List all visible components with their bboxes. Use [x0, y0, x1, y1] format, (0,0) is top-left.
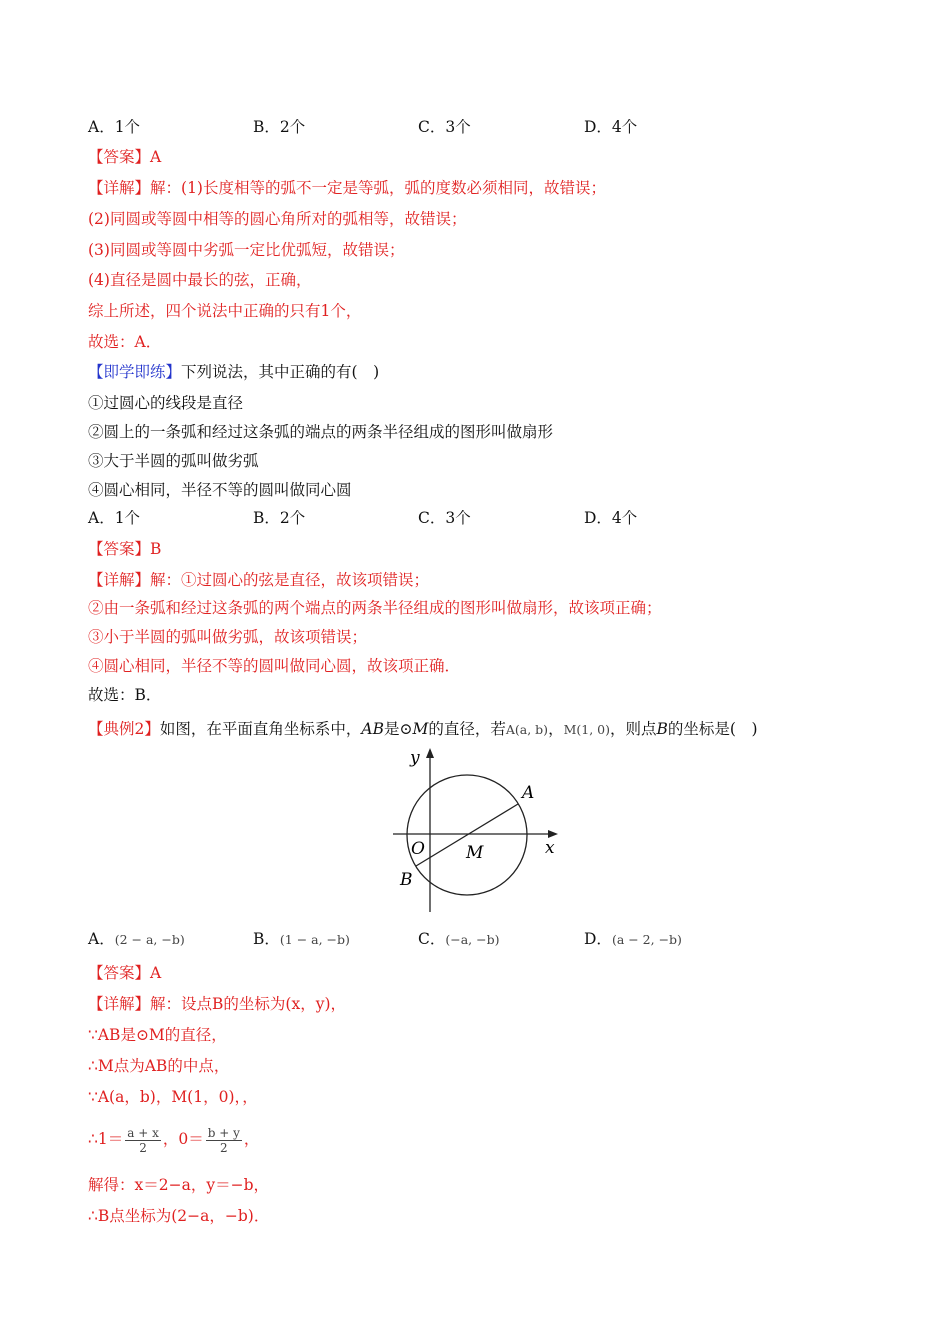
q1-detail-line: 综上所述，四个说法中正确的只有1个， [88, 302, 362, 320]
detail-tag: 【详解】 [88, 179, 151, 197]
y-axis-arrow [426, 748, 434, 758]
q1-detail-line: (2)同圆或等圆中相等的圆心角所对的弧相等，故错误； [88, 210, 467, 228]
coord-m: M(1, 0) [563, 722, 610, 737]
q2-detail-line: 【详解】解：①过圆心的弦是直径，故该项错误； [88, 571, 430, 589]
q3-stem: 【典例2】如图，在平面直角坐标系中，AB是⊙M的直径，若A(a, b)，M(1, 0)，则点B的坐标是( ) [88, 720, 758, 738]
q3-equation: ∴1＝ $\frac{a + x}{2}$ ，0＝ $\frac{b + y}{2}$ ， [88, 1125, 260, 1155]
q2-detail-line: ④圆心相同，半径不等的圆叫做同心圆，故该项正确． [88, 657, 461, 675]
label-x: x [545, 838, 555, 858]
label-o: O [411, 839, 425, 859]
answer-value: A [150, 148, 162, 166]
coordinate-figure [385, 743, 570, 918]
x-axis-arrow [548, 830, 558, 838]
q3-detail-line: ∵A(a，b)，M(1，0)，， [88, 1088, 258, 1106]
q2-option-c: C．3个 [418, 509, 471, 527]
q2-item: ③大于半圆的弧叫做劣弧 [88, 452, 259, 470]
q2-option-b: B．2个 [253, 509, 306, 527]
q1-detail-line: (4)直径是圆中最长的弦，正确， [88, 271, 312, 289]
q3-detail-line: ∴B点坐标为(2−a，−b)． [88, 1207, 270, 1225]
q3-option-a: A．(2 − a, −b) [88, 930, 185, 948]
q1-option-c: C．3个 [418, 118, 471, 136]
q2-option-a: A．1个 [88, 509, 141, 527]
q1-option-a: A．1个 [88, 118, 141, 136]
q3-detail-line: ∴M点为AB的中点， [88, 1057, 230, 1075]
q2-answer: 【答案】B [88, 540, 162, 558]
example-tag: 【典例2】 [88, 720, 160, 738]
q2-option-d: D．4个 [584, 509, 638, 527]
fraction: $\frac{a + x}{2}$ [127, 1125, 159, 1155]
q2-item: ②圆上的一条弧和经过这条弧的端点的两条半径组成的图形叫做扇形 [88, 423, 554, 441]
q3-option-b: B．(1 − a, −b) [253, 930, 350, 948]
q3-option-d: D．(a − 2, −b) [584, 930, 682, 948]
q2-detail-line: ③小于半圆的弧叫做劣弧，故该项错误； [88, 628, 368, 646]
label-a: A [522, 783, 535, 803]
fraction: $\frac{b + y}{2}$ [207, 1125, 240, 1155]
q2-conclusion: 故选：B． [88, 686, 162, 704]
q2-detail-line: ②由一条弧和经过这条弧的两个端点的两条半径组成的图形叫做扇形，故该项正确； [88, 599, 662, 617]
q1-option-d: D．4个 [584, 118, 638, 136]
q1-detail-line: 故选：A． [88, 333, 162, 351]
coord-a: A(a, b) [505, 722, 549, 737]
q3-detail-line: 【详解】解：设点B的坐标为(x，y)， [88, 995, 346, 1013]
q1-detail-line: (3)同圆或等圆中劣弧一定比优弧短，故错误； [88, 241, 405, 259]
q2-stem: 【即学即练】下列说法，其中正确的有( ) [88, 363, 380, 381]
q1-answer [88, 147, 161, 167]
answer-tag: 【答案】 [88, 148, 151, 166]
label-b: B [400, 870, 413, 890]
label-y: y [410, 748, 420, 768]
label-m: M [466, 843, 484, 863]
q3-option-c: C．(−a, −b) [418, 930, 500, 948]
practice-tag: 【即学即练】 [88, 363, 182, 381]
q3-detail-line: 解得：x＝2−a，y＝−b， [88, 1176, 269, 1194]
q3-detail-line: ∵AB是⊙M的直径， [88, 1026, 227, 1044]
q1-detail-line: 【详解】解：(1)长度相等的弧不一定是等弧，弧的度数必须相同，故错误； [88, 179, 606, 197]
q1-option-b: B．2个 [253, 118, 306, 136]
q3-answer: 【答案】A [88, 964, 162, 982]
q2-item: ④圆心相同，半径不等的圆叫做同心圆 [88, 481, 352, 499]
q2-item: ①过圆心的线段是直径 [88, 394, 244, 412]
